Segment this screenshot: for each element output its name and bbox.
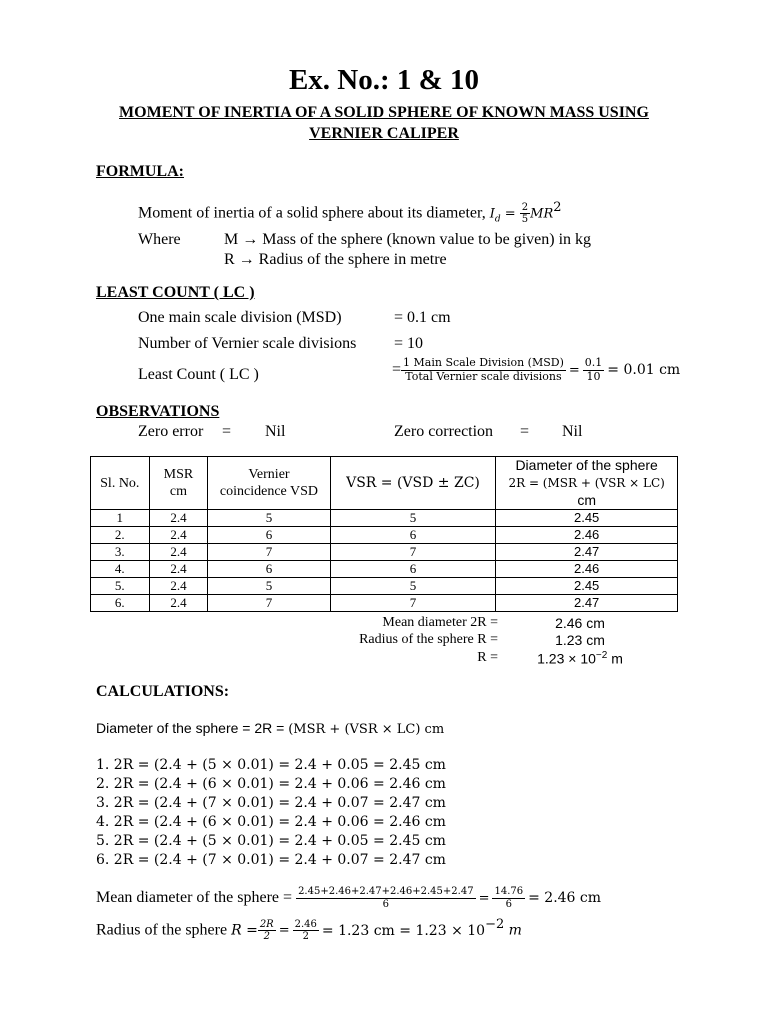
calc-line-3: 3. 2R = (2.4 + (7 × 0.01) = 2.4 + 0.07 = 2.47 cm [96, 795, 446, 811]
calculations-heading: CALCULATIONS: [96, 683, 230, 700]
mean-diameter-calc: Mean diameter of the sphere = $\frac{2.45+2.46+2.47+2.46+2.45+2.47}{6}$ = $\frac{14.76}{6}$ = 2.46 cm [96, 886, 602, 910]
formula-rhs-exp: 2 [553, 200, 562, 215]
lc-fraction: $\frac{\text{1 Main Scale Division (MSD)}}{\text{Total Vernier scale divisions}}$ [403, 356, 564, 383]
zero-correction-eq: = [520, 423, 530, 440]
radius-label: Radius of the sphere R = [359, 632, 498, 647]
formula-rhs: MR [530, 206, 554, 222]
calc-line-5: 5. 2R = (2.4 + (5 × 0.01) = 2.4 + 0.05 = 2.45 cm [96, 833, 446, 849]
zero-error-eq: = [222, 423, 232, 440]
table-row: 6. 2.4 7 7 2.47 [91, 595, 678, 612]
formula-fraction: $\frac{2}{5}$ [521, 201, 529, 226]
header-vernier-coincidence: Vernier coincidence VSD [208, 457, 330, 510]
lc-fraction-2: $\frac{0.1}{10}$ [584, 356, 603, 383]
msd-value: = 0.1 cm [394, 309, 451, 326]
radius-fraction: $\frac{2R}{2}$ [259, 918, 274, 943]
table-row: 3. 2.4 7 7 2.47 [91, 544, 678, 561]
header-diameter: Diameter of the sphere 2R = (MSR + (VSR × LC) cm [496, 457, 678, 510]
observations-heading: OBSERVATIONS [96, 403, 220, 420]
lc-formula [392, 357, 680, 383]
radius-metre-label: R = [477, 650, 498, 665]
diameter-formula: Diameter of the sphere = 2R = (MSR + (VSR × LC) cm [96, 720, 445, 737]
table-header-row [91, 457, 678, 510]
lc-label: Least Count ( LC ) [138, 366, 259, 383]
vsd-value: = 10 [394, 335, 424, 352]
formula-line [138, 200, 562, 226]
header-msr: MSR cm [149, 457, 208, 510]
radius-metre-value: $1.23 \times 10^{-2}$ m [537, 650, 623, 667]
radius-value: 1.23 cm [555, 632, 605, 648]
lc-eq: = [392, 361, 402, 379]
mean-diameter-value: 2.46 cm [555, 615, 605, 631]
zero-error-value: Nil [265, 423, 286, 440]
lc-eq2: = [568, 362, 580, 378]
calc-line-2: 2. 2R = (2.4 + (6 × 0.01) = 2.4 + 0.06 = 2.46 cm [96, 776, 446, 792]
formula-eq: = [500, 206, 520, 222]
table-row: 4. 2.4 6 6 2.46 [91, 561, 678, 578]
lc-result: = 0.01 cm [607, 362, 681, 379]
msd-label: One main scale division (MSD) [138, 309, 342, 326]
mean-fraction-2: $\frac{14.76}{6}$ [494, 886, 524, 910]
mass-definition: M → Mass of the sphere (known value to be given) in kg [224, 231, 592, 248]
radius-calc: Radius of the sphere R = $\frac{2R}{2}$ = $\frac{2.46}{2}$ = 1.23 cm = $1.23 \times 10^{-2}$ m [96, 917, 522, 943]
calc-line-4: 4. 2R = (2.4 + (6 × 0.01) = 2.4 + 0.06 = 2.46 cm [96, 814, 446, 830]
least-count-heading: LEAST COUNT ( LC ) [96, 284, 255, 301]
observation-table [90, 456, 678, 612]
table-row: 1 2.4 5 5 2.45 [91, 510, 678, 527]
where-label: Where [138, 231, 181, 248]
header-vsr: VSR = (VSD ± ZC) [330, 457, 496, 510]
mean-fraction: $\frac{2.45+2.46+2.47+2.46+2.45+2.47}{6}$ [298, 886, 474, 910]
calc-line-6: 6. 2R = (2.4 + (7 × 0.01) = 2.4 + 0.07 = 2.47 cm [96, 852, 446, 868]
formula-text: Moment of inertia of a solid sphere about its diameter, [138, 204, 490, 222]
header-slno: Sl. No. [91, 457, 150, 510]
vsd-label: Number of Vernier scale divisions [138, 335, 357, 352]
mean-diameter-label: Mean diameter 2R = [382, 615, 498, 630]
subtitle-line-2: VERNIER CALIPER [309, 125, 459, 142]
zero-correction-value: Nil [562, 423, 583, 440]
calc-line-1: 1. 2R = (2.4 + (5 × 0.01) = 2.4 + 0.05 = 2.45 cm [96, 757, 446, 773]
radius-definition: R → Radius of the sphere in metre [224, 251, 447, 268]
table-row: 5. 2.4 5 5 2.45 [91, 578, 678, 595]
zero-error-label: Zero error [138, 423, 204, 440]
subtitle-line-1: MOMENT OF INERTIA OF A SOLID SPHERE OF KNOWN MASS USING [119, 104, 649, 121]
page-title: Ex. No.: 1 & 10 [288, 64, 480, 96]
radius-fraction-2: $\frac{2.46}{2}$ [294, 918, 317, 943]
table-row: 2. 2.4 6 6 2.46 [91, 527, 678, 544]
formula-heading: FORMULA: [96, 163, 184, 180]
formula-subscript: d [494, 214, 501, 225]
zero-correction-label: Zero correction [394, 423, 494, 440]
formula-symbol: I [489, 206, 495, 222]
